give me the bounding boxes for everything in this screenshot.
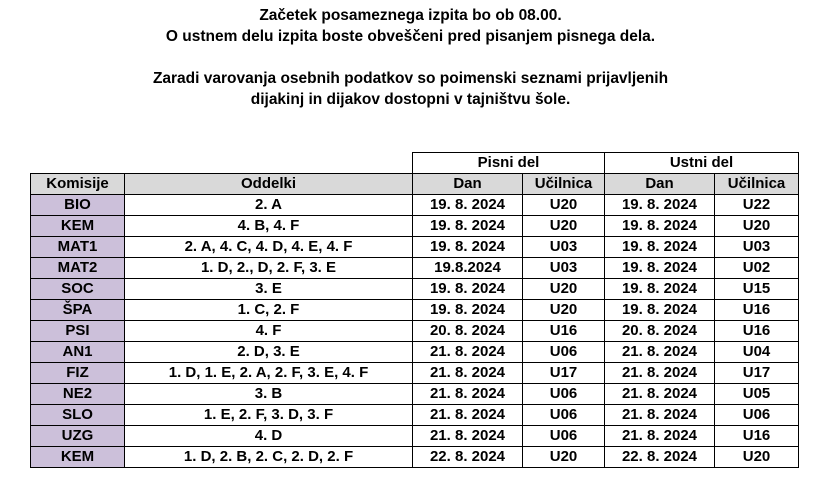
classes-cell: 4. B, 4. F <box>125 216 413 237</box>
oral-room-cell: U06 <box>715 405 799 426</box>
commission-cell: MAT2 <box>31 258 125 279</box>
oral-day-cell: 19. 8. 2024 <box>605 216 715 237</box>
oral-room-cell: U22 <box>715 195 799 216</box>
written-day-cell: 19. 8. 2024 <box>413 216 523 237</box>
oral-day-cell: 19. 8. 2024 <box>605 195 715 216</box>
written-day-cell: 20. 8. 2024 <box>413 321 523 342</box>
classes-cell: 2. A, 4. C, 4. D, 4. E, 4. F <box>125 237 413 258</box>
oral-room-cell: U20 <box>715 447 799 468</box>
commission-cell: UZG <box>31 426 125 447</box>
oral-day-cell: 19. 8. 2024 <box>605 300 715 321</box>
written-room-cell: U20 <box>523 195 605 216</box>
table-row <box>31 216 799 237</box>
written-day-cell: 19.8.2024 <box>413 258 523 279</box>
oral-day-cell: 21. 8. 2024 <box>605 426 715 447</box>
written-room-cell: U16 <box>523 321 605 342</box>
table-row <box>31 405 799 426</box>
table-row <box>31 363 799 384</box>
oral-room-cell: U20 <box>715 216 799 237</box>
commission-cell: SOC <box>31 279 125 300</box>
table-row <box>31 237 799 258</box>
oral-day-cell: 21. 8. 2024 <box>605 363 715 384</box>
oddelki-header: Oddelki <box>125 174 413 195</box>
written-day-header: Dan <box>413 174 523 195</box>
oral-day-cell: 22. 8. 2024 <box>605 447 715 468</box>
commission-cell: AN1 <box>31 342 125 363</box>
oral-day-cell: 19. 8. 2024 <box>605 279 715 300</box>
classes-cell: 1. D, 2., D, 2. F, 3. E <box>125 258 413 279</box>
classes-cell: 2. D, 3. E <box>125 342 413 363</box>
classes-cell: 1. E, 2. F, 3. D, 3. F <box>125 405 413 426</box>
commission-cell: KEM <box>31 447 125 468</box>
oral-room-cell: U04 <box>715 342 799 363</box>
notice-line-1: Začetek posameznega izpita bo ob 08.00. <box>259 7 562 24</box>
oral-day-cell: 21. 8. 2024 <box>605 384 715 405</box>
oral-room-cell: U16 <box>715 300 799 321</box>
written-room-cell: U06 <box>523 405 605 426</box>
oral-room-cell: U02 <box>715 258 799 279</box>
written-room-cell: U06 <box>523 342 605 363</box>
classes-cell: 4. D <box>125 426 413 447</box>
written-room-cell: U03 <box>523 258 605 279</box>
written-room-cell: U20 <box>523 300 605 321</box>
classes-cell: 1. D, 2. B, 2. C, 2. D, 2. F <box>125 447 413 468</box>
oral-day-cell: 19. 8. 2024 <box>605 237 715 258</box>
oral-day-cell: 21. 8. 2024 <box>605 342 715 363</box>
oral-room-cell: U16 <box>715 426 799 447</box>
written-day-cell: 19. 8. 2024 <box>413 195 523 216</box>
written-day-cell: 21. 8. 2024 <box>413 363 523 384</box>
written-room-cell: U20 <box>523 216 605 237</box>
classes-cell: 2. A <box>125 195 413 216</box>
oral-day-cell: 20. 8. 2024 <box>605 321 715 342</box>
written-room-cell: U17 <box>523 363 605 384</box>
classes-cell: 3. B <box>125 384 413 405</box>
table-row <box>31 321 799 342</box>
notice-line-3: Zaradi varovanja osebnih podatkov so poimenski seznami prijavljenih <box>152 70 669 87</box>
written-day-cell: 19. 8. 2024 <box>413 237 523 258</box>
notice-line-2: O ustnem delu izpita boste obveščeni pred pisanjem pisnega dela. <box>165 28 656 45</box>
table-row <box>31 300 799 321</box>
oral-day-header: Dan <box>605 174 715 195</box>
table-row <box>31 447 799 468</box>
written-day-cell: 19. 8. 2024 <box>413 300 523 321</box>
column-header-row <box>31 174 799 195</box>
commission-cell: KEM <box>31 216 125 237</box>
classes-cell: 1. D, 1. E, 2. A, 2. F, 3. E, 4. F <box>125 363 413 384</box>
commission-cell: MAT1 <box>31 237 125 258</box>
commission-cell: BIO <box>31 195 125 216</box>
exam-schedule-table <box>30 152 799 468</box>
commission-cell: NE2 <box>31 384 125 405</box>
komisije-header: Komisije <box>31 174 125 195</box>
exam-start-notice <box>0 5 821 47</box>
table-row <box>31 279 799 300</box>
classes-cell: 4. F <box>125 321 413 342</box>
commission-cell: PSI <box>31 321 125 342</box>
oral-room-cell: U17 <box>715 363 799 384</box>
written-room-cell: U06 <box>523 384 605 405</box>
written-room-cell: U20 <box>523 447 605 468</box>
written-room-cell: U06 <box>523 426 605 447</box>
oral-day-cell: 21. 8. 2024 <box>605 405 715 426</box>
written-day-cell: 21. 8. 2024 <box>413 426 523 447</box>
commission-cell: SLO <box>31 405 125 426</box>
classes-cell: 1. C, 2. F <box>125 300 413 321</box>
table-row <box>31 258 799 279</box>
oral-room-cell: U16 <box>715 321 799 342</box>
oral-day-cell: 19. 8. 2024 <box>605 258 715 279</box>
written-day-cell: 21. 8. 2024 <box>413 405 523 426</box>
written-room-cell: U03 <box>523 237 605 258</box>
privacy-notice <box>0 68 821 110</box>
written-room-cell: U20 <box>523 279 605 300</box>
written-day-cell: 21. 8. 2024 <box>413 342 523 363</box>
classes-cell: 3. E <box>125 279 413 300</box>
oral-room-cell: U15 <box>715 279 799 300</box>
commission-cell: ŠPA <box>31 300 125 321</box>
written-room-header: Učilnica <box>523 174 605 195</box>
written-part-header: Pisni del <box>413 153 605 174</box>
table-row <box>31 342 799 363</box>
written-day-cell: 21. 8. 2024 <box>413 384 523 405</box>
oral-room-cell: U03 <box>715 237 799 258</box>
oral-room-header: Učilnica <box>715 174 799 195</box>
written-day-cell: 19. 8. 2024 <box>413 279 523 300</box>
table-row <box>31 195 799 216</box>
group-header-row <box>31 153 799 174</box>
oral-part-header: Ustni del <box>605 153 799 174</box>
oral-room-cell: U05 <box>715 384 799 405</box>
written-day-cell: 22. 8. 2024 <box>413 447 523 468</box>
commission-cell: FIZ <box>31 363 125 384</box>
notice-line-4: dijakinj in dijakov dostopni v tajništvu šole. <box>250 91 571 108</box>
table-row <box>31 426 799 447</box>
table-row <box>31 384 799 405</box>
